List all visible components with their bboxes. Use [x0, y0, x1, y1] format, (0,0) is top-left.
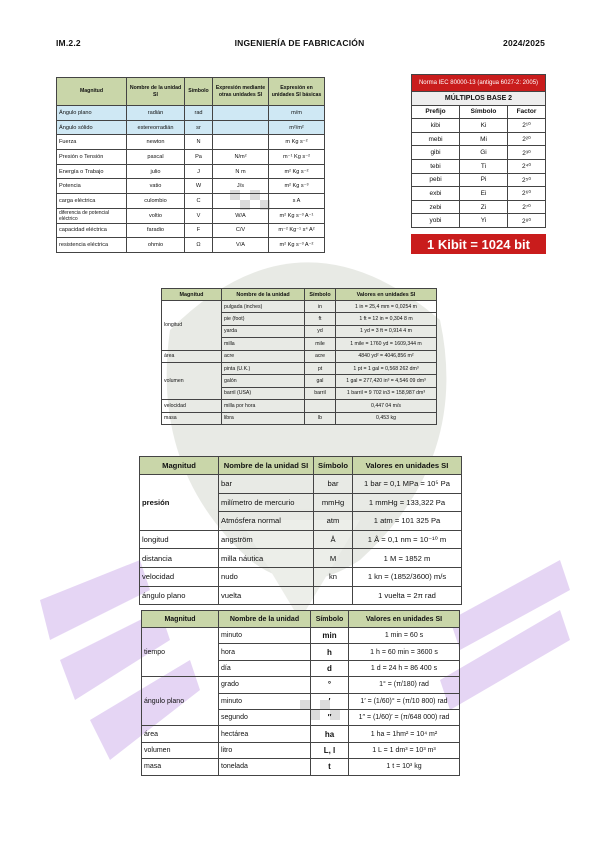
cell: litro	[219, 742, 311, 758]
cell: 1 mmHg = 133,322 Pa	[353, 493, 462, 512]
cell: m² Kg s⁻³ A⁻¹	[269, 208, 325, 223]
cell: mebi	[412, 132, 460, 146]
cell: 1 gal = 277,420 in³ = 4,546 09 dm³	[336, 375, 437, 387]
col-header: Magnitud	[57, 78, 127, 106]
cell: Ω	[185, 238, 213, 253]
col-header: Símbolo	[185, 78, 213, 106]
cell: in	[305, 301, 336, 313]
anglo-units-table	[161, 288, 437, 425]
cell: M	[314, 549, 353, 568]
norma-title: Norma IEC 80000-13 (antigua 6027-2: 2005)	[412, 75, 546, 92]
table-row	[412, 173, 546, 187]
cell: pie (foot)	[222, 313, 305, 325]
cell: zebi	[412, 200, 460, 214]
col-header: Prefijo	[412, 105, 460, 119]
group-label: ángulo plano	[142, 677, 219, 726]
col-header: Valores en unidades SI	[336, 289, 437, 301]
cell: L, l	[311, 742, 349, 758]
cell: pinta (U.K.)	[222, 362, 305, 374]
cell: m⁻² Kg⁻¹ s⁴ A²	[269, 223, 325, 238]
cell: acre	[305, 350, 336, 362]
group-label: longitud	[162, 301, 222, 351]
cell: vatio	[127, 179, 185, 194]
cell: min	[311, 628, 349, 644]
cell: d	[311, 660, 349, 676]
cell: rad	[185, 106, 213, 121]
norma-row	[412, 75, 546, 92]
cell: ″	[311, 709, 349, 725]
cell: N	[185, 135, 213, 150]
cell: 1 ha = 1hm² = 10⁴ m²	[349, 726, 460, 742]
cell: 0,453 kg	[336, 412, 437, 424]
col-header: Símbolo	[460, 105, 508, 119]
cell: pascal	[127, 150, 185, 165]
group-label: masa	[142, 759, 219, 775]
cell: 1 M = 1852 m	[353, 549, 462, 568]
cell	[213, 135, 269, 150]
table-header-row	[412, 105, 546, 119]
table-header-row	[162, 289, 437, 301]
cell: 1 ft = 12 in = 0,304 8 m	[336, 313, 437, 325]
col-header: Valores en unidades SI	[353, 457, 462, 475]
cell: velocidad	[140, 567, 219, 586]
cell: F	[185, 223, 213, 238]
cell: 1″ = (1/60)′ = (π/648 000) rad	[349, 709, 460, 725]
doc-title: INGENIERÍA DE FABRICACIÓN	[234, 38, 365, 48]
cell: Pi	[460, 173, 508, 187]
cell: 2²⁰	[508, 132, 546, 146]
table-header-row	[140, 457, 462, 475]
table-row	[57, 106, 325, 121]
cell: Gi	[460, 146, 508, 160]
table-row	[412, 159, 546, 173]
cell: estereorradián	[127, 120, 185, 135]
cell: pt	[305, 362, 336, 374]
table-row	[162, 412, 437, 424]
cell: Ki	[460, 119, 508, 133]
cell: ángulo plano	[140, 586, 219, 605]
cell: 1 d = 24 h = 86 400 s	[349, 660, 460, 676]
table-header-row	[142, 611, 460, 628]
cell: milímetro de mercurio	[219, 493, 314, 512]
cell: Ángulo plano	[57, 106, 127, 121]
cell: Fuerza	[57, 135, 127, 150]
cell: julio	[127, 164, 185, 179]
cell: W	[185, 179, 213, 194]
cell: 1 t = 10³ kg	[349, 759, 460, 775]
cell: 2³⁰	[508, 146, 546, 160]
cell: libra	[222, 412, 305, 424]
si-derived-units-table	[56, 77, 325, 253]
cell: 1 atm = 101 325 Pa	[353, 512, 462, 531]
col-header: Símbolo	[305, 289, 336, 301]
cell: °	[311, 677, 349, 693]
doc-code: IM.2.2	[56, 38, 81, 48]
cell	[314, 586, 353, 605]
table-row	[412, 200, 546, 214]
cell: N m	[213, 164, 269, 179]
cell: 1′ = (1/60)° = (π/10 800) rad	[349, 693, 460, 709]
cell: 1 mile = 1760 yd = 1609,344 m	[336, 338, 437, 350]
col-header: Nombre de la unidad SI	[127, 78, 185, 106]
cell: W/A	[213, 208, 269, 223]
table-row	[412, 214, 546, 228]
cell: 1 barril = 9 702 in3 = 158,987 dm³	[336, 387, 437, 399]
col-header: Magnitud	[162, 289, 222, 301]
table-row	[57, 194, 325, 209]
cell	[213, 194, 269, 209]
cell: acre	[222, 350, 305, 362]
table-row	[57, 150, 325, 165]
table-row	[412, 132, 546, 146]
multiples-title: MÚLTIPLOS BASE 2	[412, 92, 546, 106]
cell: nudo	[219, 567, 314, 586]
binary-prefixes-table	[411, 74, 546, 228]
cell: 1 Å = 0,1 nm = 10⁻¹⁰ m	[353, 530, 462, 549]
cell: 1 in = 25,4 mm = 0,0254 m	[336, 301, 437, 313]
cell: Ei	[460, 187, 508, 201]
cell: ′	[311, 693, 349, 709]
cell: barril (USA)	[222, 387, 305, 399]
table-row	[57, 135, 325, 150]
cell: longitud	[140, 530, 219, 549]
cell	[213, 106, 269, 121]
cell: 1 yd = 3 ft = 0,914 4 m	[336, 325, 437, 337]
cell: m² Kg s⁻³	[269, 179, 325, 194]
table-row	[142, 759, 460, 775]
cell: newton	[127, 135, 185, 150]
cell: sr	[185, 120, 213, 135]
cell: 1 min = 60 s	[349, 628, 460, 644]
cell: milla	[222, 338, 305, 350]
cell: 1 vuelta = 2π rad	[353, 586, 462, 605]
group-label: área	[142, 726, 219, 742]
table-row	[142, 742, 460, 758]
table-row	[140, 475, 462, 494]
cell: barril	[305, 387, 336, 399]
cell: 2⁴⁰	[508, 159, 546, 173]
cell: 2⁸⁰	[508, 214, 546, 228]
cell: mile	[305, 338, 336, 350]
cell: m² Kg s⁻³ A⁻²	[269, 238, 325, 253]
cell	[305, 400, 336, 412]
col-header: Factor	[508, 105, 546, 119]
cell: V	[185, 208, 213, 223]
cell: h	[311, 644, 349, 660]
table-row	[162, 400, 437, 412]
cell: m² Kg s⁻²	[269, 164, 325, 179]
group-label: volumen	[142, 742, 219, 758]
cell: culombio	[127, 194, 185, 209]
time-angle-units-table	[141, 610, 460, 776]
cell: Presión o Tensión	[57, 150, 127, 165]
group-label: volumen	[162, 362, 222, 399]
cell: 2⁵⁰	[508, 173, 546, 187]
table-row	[142, 726, 460, 742]
cell: Ángulo sólido	[57, 120, 127, 135]
cell: J	[185, 164, 213, 179]
cell: pulgada (inches)	[222, 301, 305, 313]
cell: Energía o Trabajo	[57, 164, 127, 179]
cell: V/A	[213, 238, 269, 253]
cell: hectárea	[219, 726, 311, 742]
table-row	[57, 208, 325, 223]
cell: m/m	[269, 106, 325, 121]
cell: Pa	[185, 150, 213, 165]
group-label: presión	[140, 475, 219, 531]
table-row	[142, 628, 460, 644]
cell: ohmio	[127, 238, 185, 253]
table-row	[162, 301, 437, 313]
table-header-row	[57, 78, 325, 106]
cell: N/m²	[213, 150, 269, 165]
cell: carga eléctrica	[57, 194, 127, 209]
table-row	[140, 530, 462, 549]
cell: m⁻¹ Kg s⁻²	[269, 150, 325, 165]
col-header: Valores en unidades SI	[349, 611, 460, 628]
cell: mmHg	[314, 493, 353, 512]
cell: s A	[269, 194, 325, 209]
kibit-banner: 1 Kibit = 1024 bit	[411, 234, 546, 254]
cell: Atmósfera normal	[219, 512, 314, 531]
cell: Zi	[460, 200, 508, 214]
cell: C/V	[213, 223, 269, 238]
cell: 2¹⁰	[508, 119, 546, 133]
group-label: tiempo	[142, 628, 219, 677]
cell: J/s	[213, 179, 269, 194]
subtitle-row	[412, 92, 546, 106]
cell: tonelada	[219, 759, 311, 775]
col-header: Expresión en unidades SI básicas	[269, 78, 325, 106]
cell: t	[311, 759, 349, 775]
cell: ft	[305, 313, 336, 325]
cell: m Kg s⁻²	[269, 135, 325, 150]
cell: Potencia	[57, 179, 127, 194]
table-row	[412, 187, 546, 201]
table-row	[162, 350, 437, 362]
cell: Ti	[460, 159, 508, 173]
doc-year: 2024/2025	[503, 38, 545, 48]
cell: gal	[305, 375, 336, 387]
cell: milla náutica	[219, 549, 314, 568]
cell: 1° = (π/180) rad	[349, 677, 460, 693]
table-row	[140, 549, 462, 568]
cell	[213, 120, 269, 135]
cell: bar	[314, 475, 353, 494]
cell: 1 bar = 0,1 MPa = 10⁵ Pa	[353, 475, 462, 494]
table-row	[57, 179, 325, 194]
table-row	[412, 119, 546, 133]
non-si-accepted-table	[139, 456, 462, 605]
cell: 2⁷⁰	[508, 200, 546, 214]
cell: lb	[305, 412, 336, 424]
cell: radián	[127, 106, 185, 121]
cell: yd	[305, 325, 336, 337]
table-row	[140, 567, 462, 586]
cell: bar	[219, 475, 314, 494]
cell: angström	[219, 530, 314, 549]
cell: distancia	[140, 549, 219, 568]
col-header: Nombre de la unidad SI	[219, 457, 314, 475]
cell: ha	[311, 726, 349, 742]
cell: gibi	[412, 146, 460, 160]
table-row	[57, 120, 325, 135]
col-header: Símbolo	[314, 457, 353, 475]
cell: 1 L = 1 dm³ = 10³ m³	[349, 742, 460, 758]
cell: 0,447 04 m/s	[336, 400, 437, 412]
cell: 1 kn = (1852/3600) m/s	[353, 567, 462, 586]
col-header: Magnitud	[142, 611, 219, 628]
cell: minuto	[219, 693, 311, 709]
cell: Yi	[460, 214, 508, 228]
cell: C	[185, 194, 213, 209]
cell: 1 pt = 1 gal = 0,568 262 dm³	[336, 362, 437, 374]
cell: resistencia eléctrica	[57, 238, 127, 253]
cell: voltio	[127, 208, 185, 223]
cell: tebi	[412, 159, 460, 173]
cell: capacidad eléctrica	[57, 223, 127, 238]
cell: yarda	[222, 325, 305, 337]
table-row	[57, 238, 325, 253]
group-label: masa	[162, 412, 222, 424]
cell: exbi	[412, 187, 460, 201]
group-label: velocidad	[162, 400, 222, 412]
cell: vuelta	[219, 586, 314, 605]
table-row	[57, 164, 325, 179]
cell: Mi	[460, 132, 508, 146]
cell: hora	[219, 644, 311, 660]
cell: minuto	[219, 628, 311, 644]
cell: pebi	[412, 173, 460, 187]
col-header: Magnitud	[140, 457, 219, 475]
cell: kn	[314, 567, 353, 586]
col-header: Símbolo	[311, 611, 349, 628]
col-header: Expresión mediante otras unidades SI	[213, 78, 269, 106]
col-header: Nombre de la unidad	[219, 611, 311, 628]
cell: 4840 yd² = 4046,856 m²	[336, 350, 437, 362]
table-row	[162, 362, 437, 374]
cell: 2⁶⁰	[508, 187, 546, 201]
cell: segundo	[219, 709, 311, 725]
cell: 1 h = 60 min = 3600 s	[349, 644, 460, 660]
cell: m²/m²	[269, 120, 325, 135]
cell: yobi	[412, 214, 460, 228]
cell: atm	[314, 512, 353, 531]
table-row	[57, 223, 325, 238]
table-row	[140, 586, 462, 605]
group-label: área	[162, 350, 222, 362]
cell: diferencia de potencial eléctrico	[57, 208, 127, 223]
cell: kibi	[412, 119, 460, 133]
cell: grado	[219, 677, 311, 693]
table-row	[412, 146, 546, 160]
col-header: Nombre de la unidad	[222, 289, 305, 301]
cell: milla por hora	[222, 400, 305, 412]
table-row	[142, 677, 460, 693]
cell: faradio	[127, 223, 185, 238]
cell: Å	[314, 530, 353, 549]
cell: galón	[222, 375, 305, 387]
cell: día	[219, 660, 311, 676]
